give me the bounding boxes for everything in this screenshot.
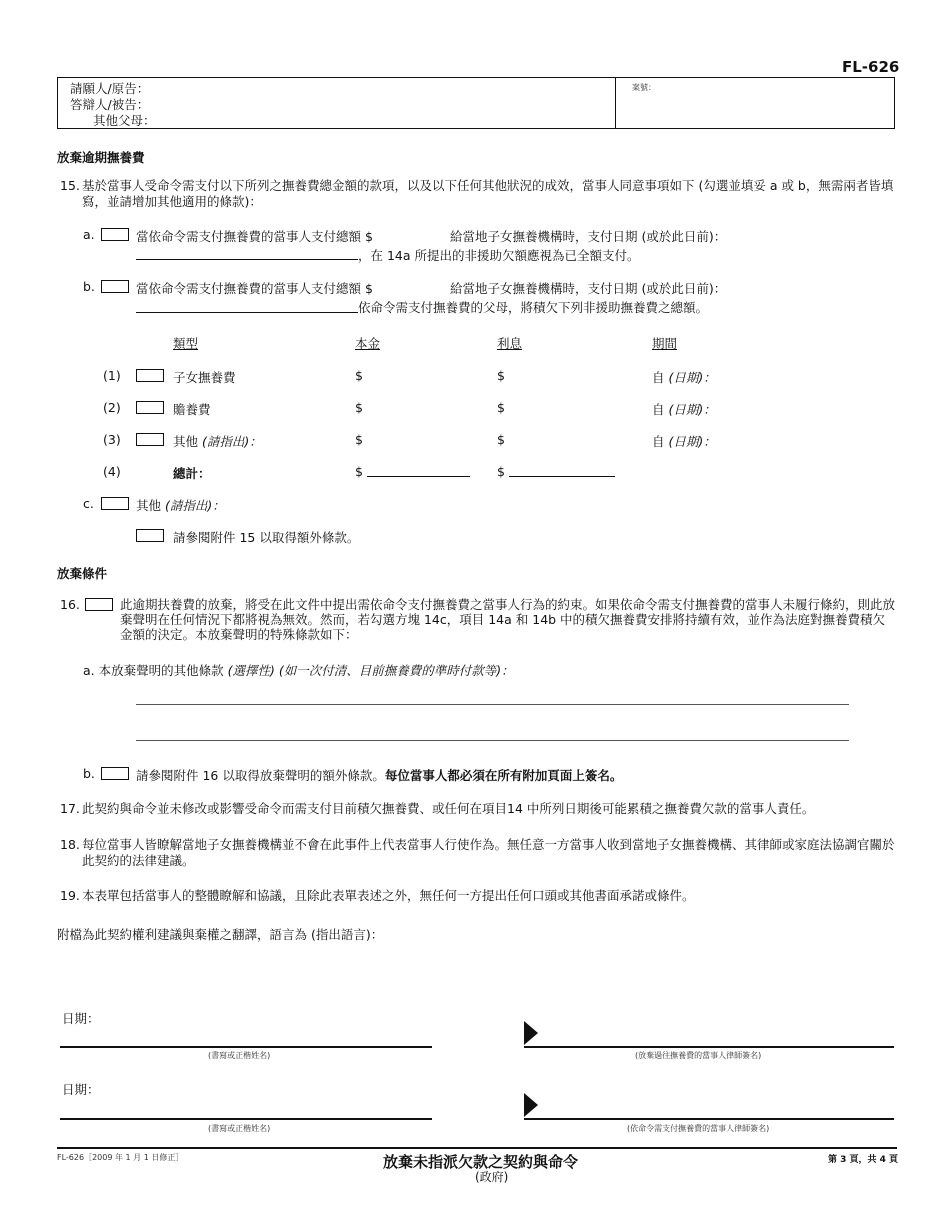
section-waiver-arrears: 放棄逾期撫養費: [57, 150, 145, 165]
item-16b-text-body: 請參閱附件 16 以取得放棄聲明的額外條款。: [136, 768, 385, 783]
row-2-number: (2): [103, 400, 121, 415]
item-15a-line1-post: 給當地子女撫養機構時，支付日期 (或於此日前)：: [450, 229, 727, 244]
row-1-checkbox[interactable]: [136, 369, 164, 382]
item-15c-label: [136, 496, 225, 514]
row-2-interest[interactable]: $: [497, 400, 505, 415]
case-number-label: 案號：: [632, 83, 656, 92]
item-16a-line-2[interactable]: [136, 740, 849, 741]
item-15b-letter: b.: [83, 279, 95, 294]
item-17-number: 17.: [60, 801, 80, 816]
sig2-signature-line[interactable]: [524, 1118, 894, 1120]
row-4-principal: $: [355, 464, 363, 479]
item-15-number: 15.: [60, 178, 80, 193]
row-2-checkbox[interactable]: [136, 401, 164, 414]
row-4-total-label: 總計：: [173, 466, 211, 481]
attachment-15-text: 請參閱附件 15 以取得額外條款。: [173, 530, 360, 545]
row-1-period[interactable]: [652, 368, 716, 386]
other-parent-label: 其他父母：: [93, 113, 156, 128]
item-16-number: 16.: [60, 597, 80, 612]
row-4-number: (4): [103, 464, 121, 479]
sig2-name-caption: (書寫或正楷姓名): [208, 1124, 271, 1133]
col-header-type: 類型: [173, 336, 199, 351]
row-1-number: (1): [103, 368, 121, 383]
form-id: FL-626: [842, 58, 900, 76]
row-3-period[interactable]: [652, 432, 716, 450]
row-1-interest[interactable]: $: [497, 368, 505, 383]
item-16a-label: a. 本放棄聲明的其他條款: [83, 663, 224, 678]
item-16b-bold: 每位當事人都必須在所有附加頁面上簽名。: [384, 768, 623, 783]
item-15b-line2-post: 依命令需支付撫養費的父母，將積欠下列非援助撫養費之總額。: [358, 300, 709, 315]
sig2-name-line[interactable]: [60, 1118, 432, 1120]
item-19-text: 本表單包括當事人的整體瞭解和協議，且除此表單表述之外，無任何一方提出任何口頭或其他書面承諾或條件。: [82, 888, 695, 903]
item-16b-text: [136, 766, 622, 784]
sig1-name-caption: (書寫或正楷姓名): [208, 1051, 271, 1060]
item-16-text: 此逾期扶養費的放棄，將受在此文件中提出需依命令支付撫養費之當事人行為的約束。如果依命令需支付撫養費的當事人未履行條約，則此放棄聲明在任何情況下都將視為無效。然而，若勾選方塊 14c，項目 14a 和 14b 中的積欠撫養費安排將持續有效，並作為法庭對撫養費積欠金額的決定。本放棄聲明的特殊條款如下：: [120, 597, 896, 642]
item-19-number: 19.: [60, 888, 80, 903]
caption-box: [57, 77, 895, 129]
item-15c-letter: c.: [83, 496, 94, 511]
item-16a: [83, 661, 514, 679]
row-3-type: [173, 432, 262, 450]
footer-subtitle: (政府): [475, 1170, 509, 1184]
item-16a-note: (選擇性) (如一次付清、目前撫養費的準時付款等)：: [227, 663, 514, 678]
item-16b-checkbox[interactable]: [101, 767, 129, 780]
sig2-date-label: 日期：: [62, 1082, 100, 1097]
sig1-sign-caption: (放棄過往撫養費的當事人律師簽名): [635, 1051, 762, 1060]
row-3-type-note: (請指出)：: [202, 434, 262, 449]
row-1-principal[interactable]: $: [355, 368, 363, 383]
row-2-period-note: (日期)：: [668, 402, 716, 417]
row-3-number: (3): [103, 432, 121, 447]
sig1-date-label: 日期：: [62, 1011, 100, 1026]
row-3-type-label: 其他: [173, 434, 199, 449]
sig1-signature-line[interactable]: [524, 1046, 894, 1048]
row-3-checkbox[interactable]: [136, 433, 164, 446]
sig1-name-line[interactable]: [60, 1046, 432, 1048]
item-15a-line2-post: ，在 14a 所提出的非援助欠額應視為已全額支付。: [358, 248, 640, 263]
translation-note: 附檔為此契約權利建議與棄權之翻譯，語言為 (指出語言)：: [57, 927, 384, 942]
total-interest-line[interactable]: [509, 476, 615, 477]
row-2-principal[interactable]: $: [355, 400, 363, 415]
col-header-period: 期間: [652, 336, 678, 351]
col-header-principal: 本金: [355, 336, 381, 351]
col-header-interest: 利息: [497, 336, 523, 351]
item-15b-checkbox[interactable]: [101, 280, 129, 293]
sig2-sign-caption: (依命令需支付撫養費的當事人律師簽名): [627, 1124, 770, 1133]
footer-form-rev: FL-626［2009 年 1 月 1 日修正］: [57, 1153, 184, 1162]
section-waiver-conditions: 放棄條件: [57, 566, 108, 581]
item-15b-line1-post: 給當地子女撫養機構時，支付日期 (或於此日前)：: [450, 281, 727, 296]
item-15c-note: (請指出)：: [165, 498, 225, 513]
sig2-arrow-icon: [524, 1093, 538, 1117]
caption-divider: [615, 77, 616, 129]
row-2-period-pre: 自: [652, 402, 665, 417]
petitioner-label: 請願人/原告：: [70, 81, 150, 96]
row-3-period-pre: 自: [652, 434, 665, 449]
item-16a-line-1[interactable]: [136, 704, 849, 705]
total-principal-line[interactable]: [367, 476, 470, 477]
row-1-period-note: (日期)：: [668, 370, 716, 385]
item-15c-label-text: 其他: [136, 498, 162, 513]
item-15c-checkbox[interactable]: [101, 497, 129, 510]
row-3-principal[interactable]: $: [355, 432, 363, 447]
item-18-number: 18.: [60, 837, 80, 852]
item-16-checkbox[interactable]: [85, 598, 113, 611]
footer-page: 第 3 頁，共 4 頁: [828, 1155, 899, 1165]
item-18-text: 每位當事人皆瞭解當地子女撫養機構並不會在此事件上代表當事人行使作為。無任意一方當事人收到當地子女撫養機構、其律師或家庭法協調官關於此契約的法律建議。: [82, 837, 895, 868]
item-16b-letter: b.: [83, 766, 95, 781]
item-15a-letter: a.: [83, 227, 95, 242]
row-2-period[interactable]: [652, 400, 716, 418]
footer-title: 放棄未指派欠款之契約與命令: [383, 1153, 579, 1171]
row-3-period-note: (日期)：: [668, 434, 716, 449]
item-15-text: 基於當事人受命令需支付以下所列之撫養費總金額的款項，以及以下任何其他狀況的成效，當事人同意事項如下 (勾選並填妥 a 或 b，無需兩者皆填寫，並請增加其他適用的條款)：: [82, 178, 894, 209]
item-15a-date-line[interactable]: [136, 259, 358, 260]
item-15a-checkbox[interactable]: [101, 228, 129, 241]
row-2-type: 贍養費: [173, 402, 211, 417]
row-4-interest: $: [497, 464, 505, 479]
row-3-interest[interactable]: $: [497, 432, 505, 447]
row-1-type: 子女撫養費: [173, 370, 236, 385]
respondent-label: 答辯人/被告：: [70, 97, 150, 112]
item-17-text: 此契約與命令並未修改或影響受命令而需支付目前積欠撫養費、或任何在項目14 中所列日期後可能累積之撫養費欠款的當事人責任。: [82, 801, 815, 816]
item-15a-line1-pre: 當依命令需支付撫養費的當事人支付總額 $: [136, 229, 373, 244]
footer-rule: [57, 1147, 897, 1149]
sig1-arrow-icon: [524, 1021, 538, 1045]
attachment-15-checkbox[interactable]: [136, 529, 164, 542]
item-15b-date-line[interactable]: [136, 312, 358, 313]
row-1-period-pre: 自: [652, 370, 665, 385]
item-15b-line1-pre: 當依命令需支付撫養費的當事人支付總額 $: [136, 281, 373, 296]
